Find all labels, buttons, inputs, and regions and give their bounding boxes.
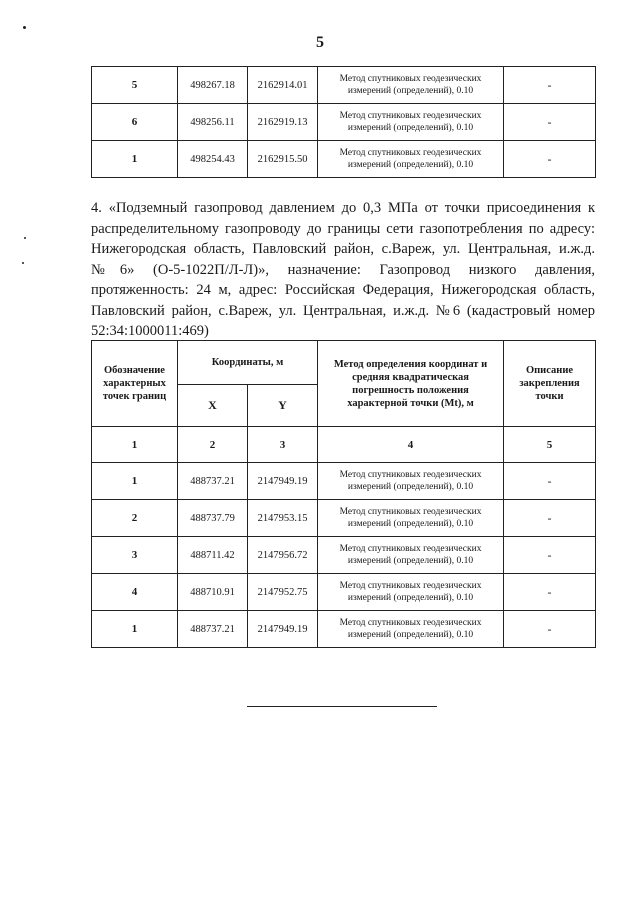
method-cell: Метод спутниковых геодезических измерений (определений), 0.10 — [318, 611, 504, 648]
coordinates-table — [91, 340, 596, 648]
header-method: Метод определения координат и средняя квадратическая погрешность положения характерной точки (Mt), м — [318, 341, 504, 427]
column-number: 5 — [504, 427, 596, 463]
method-cell: Метод спутниковых геодезических измерений (определений), 0.10 — [318, 67, 504, 104]
point-cell: 1 — [92, 611, 178, 648]
method-cell: Метод спутниковых геодезических измерений (определений), 0.10 — [318, 537, 504, 574]
point-cell: 1 — [92, 463, 178, 500]
column-number: 2 — [178, 427, 248, 463]
header-point: Обозначение характерных точек границ — [92, 341, 178, 427]
x-cell: 498254.43 — [178, 141, 248, 178]
table-row — [92, 141, 596, 178]
coordinates-table-continued — [91, 66, 596, 178]
description-cell: - — [504, 611, 596, 648]
header-y: Y — [248, 385, 318, 427]
description-cell: - — [504, 463, 596, 500]
method-cell: Метод спутниковых геодезических измерений (определений), 0.10 — [318, 574, 504, 611]
table-row — [92, 537, 596, 574]
y-cell: 2162915.50 — [248, 141, 318, 178]
end-rule — [247, 706, 437, 707]
header-description: Описание закрепления точки — [504, 341, 596, 427]
description-cell: - — [504, 574, 596, 611]
y-cell: 2162919.13 — [248, 104, 318, 141]
x-cell: 488737.79 — [178, 500, 248, 537]
section-4-paragraph: 4. «Подземный газопровод давлением до 0,3 МПа от точки присоединения к распределительному газопроводу до границы сети газопотребления по адресу: Нижегородская область, Павловский район, с.Вареж, ул. Центральная, и.ж.д. №6» (О-5-1022П/Л-Л)», назначение: Газопровод низкого давления, протяженность: 24 м, адрес: Российская Федерация, Нижегородская область, Павловский район, с.Вареж, ул. Центральная, и.ж.д. №6 (кадастровый номер 52:34:1000011:469) — [91, 200, 595, 339]
x-cell: 498256.11 — [178, 104, 248, 141]
column-number: 4 — [318, 427, 504, 463]
column-number: 1 — [92, 427, 178, 463]
method-cell: Метод спутниковых геодезических измерений (определений), 0.10 — [318, 104, 504, 141]
point-cell: 5 — [92, 67, 178, 104]
y-cell: 2147949.19 — [248, 463, 318, 500]
column-number-row — [92, 427, 596, 463]
table-row — [92, 463, 596, 500]
x-cell: 488710.91 — [178, 574, 248, 611]
method-cell: Метод спутниковых геодезических измерений (определений), 0.10 — [318, 500, 504, 537]
description-cell: - — [504, 141, 596, 178]
table-row — [92, 500, 596, 537]
point-cell: 2 — [92, 500, 178, 537]
header-x: X — [178, 385, 248, 427]
table-row — [92, 67, 596, 104]
y-cell: 2162914.01 — [248, 67, 318, 104]
description-cell: - — [504, 537, 596, 574]
point-cell: 4 — [92, 574, 178, 611]
point-cell: 1 — [92, 141, 178, 178]
point-cell: 6 — [92, 104, 178, 141]
x-cell: 488711.42 — [178, 537, 248, 574]
table-row — [92, 574, 596, 611]
x-cell: 488737.21 — [178, 463, 248, 500]
x-cell: 498267.18 — [178, 67, 248, 104]
method-cell: Метод спутниковых геодезических измерений (определений), 0.10 — [318, 463, 504, 500]
table-row — [92, 611, 596, 648]
description-cell: - — [504, 67, 596, 104]
method-cell: Метод спутниковых геодезических измерений (определений), 0.10 — [318, 141, 504, 178]
y-cell: 2147952.75 — [248, 574, 318, 611]
y-cell: 2147953.15 — [248, 500, 318, 537]
column-number: 3 — [248, 427, 318, 463]
header-coordinates: Координаты, м — [178, 341, 318, 385]
y-cell: 2147949.19 — [248, 611, 318, 648]
y-cell: 2147956.72 — [248, 537, 318, 574]
description-cell: - — [504, 500, 596, 537]
table-row — [92, 104, 596, 141]
x-cell: 488737.21 — [178, 611, 248, 648]
description-cell: - — [504, 104, 596, 141]
point-cell: 3 — [92, 537, 178, 574]
page-number: 5 — [316, 34, 324, 51]
